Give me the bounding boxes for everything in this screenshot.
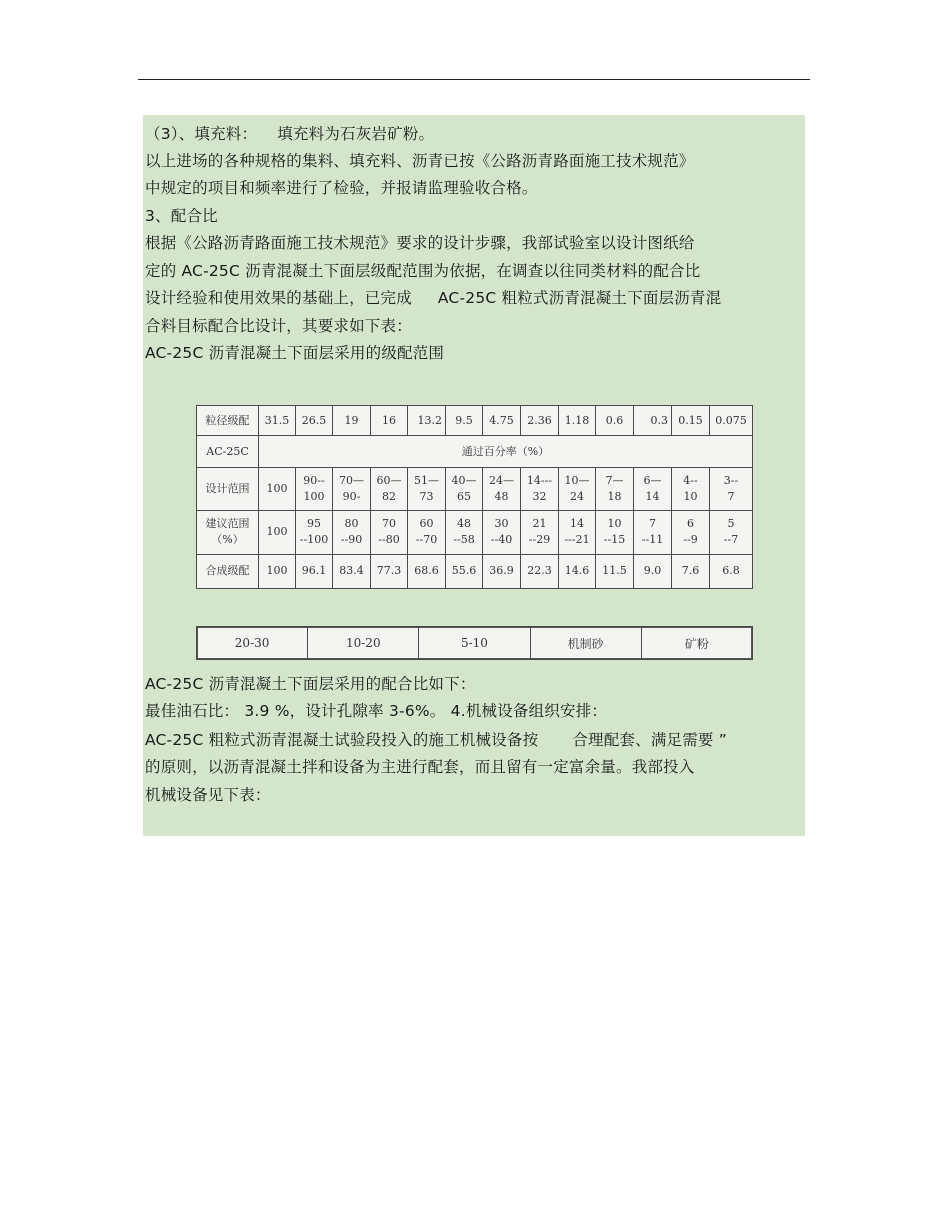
design-cell: 70— 90- — [333, 468, 371, 510]
design-cell: 100 — [259, 468, 296, 510]
design-range-label: 设计范围 — [197, 468, 259, 510]
filler-desc: 填充料为石灰岩矿粉。 — [277, 125, 435, 143]
sieve-cell: 9.5 — [446, 406, 483, 436]
design-cell: 4-- 10 — [672, 468, 710, 510]
synth-cell: 36.9 — [483, 554, 521, 588]
design-cell: 40— 65 — [446, 468, 483, 510]
design-cell: 3-- 7 — [710, 468, 753, 510]
suggested-range-row — [197, 510, 753, 554]
synth-cell: 55.6 — [446, 554, 483, 588]
synth-cell: 11.5 — [596, 554, 634, 588]
design-cell: 51— 73 — [408, 468, 446, 510]
design-range-row — [197, 468, 753, 510]
suggest-cell: 95 --100 — [296, 510, 333, 554]
text-line-7a: 设计经验和使用效果的基础上，已完成 — [145, 289, 412, 307]
text-line-7b: AC-25C 粗粒式沥青混凝土下面层沥青混 — [437, 289, 722, 307]
material-cell: 20-30 — [197, 627, 308, 660]
text-line-6: 定的 AC-25C 沥青混凝土下面层级配范围为依据，在调查以往同类材料的配合比 — [145, 262, 701, 280]
sieve-cell: 0.15 — [672, 406, 710, 436]
text-line-10: AC-25C 沥青混凝土下面层采用的配合比如下： — [145, 675, 476, 693]
sieve-cell: 4.75 — [483, 406, 521, 436]
suggest-cell: 70 --80 — [371, 510, 408, 554]
design-cell: 6— 14 — [634, 468, 672, 510]
text-line-8: 合料目标配合比设计，其要求如下表： — [145, 317, 412, 335]
design-cell: 10— 24 — [559, 468, 596, 510]
sieve-cell: 16 — [371, 406, 408, 436]
sieve-cell: 31.5 — [259, 406, 296, 436]
synth-cell: 7.6 — [672, 554, 710, 588]
text-line-2: 以上进场的各种规格的集料、填充料、沥青已按《公路沥青路面施工技术规范》 — [145, 152, 695, 170]
type-label: AC-25C — [197, 436, 259, 468]
synth-cell: 77.3 — [371, 554, 408, 588]
suggest-cell: 48 --58 — [446, 510, 483, 554]
synth-cell: 83.4 — [333, 554, 371, 588]
text-line-7 — [145, 288, 721, 308]
suggest-cell: 7 --11 — [634, 510, 672, 554]
type-row — [197, 436, 753, 468]
material-cell: 机制砂 — [530, 627, 641, 660]
gradation-table — [196, 405, 753, 589]
sieve-cell: 19 — [333, 406, 371, 436]
suggest-cell: 5 --7 — [710, 510, 753, 554]
design-cell: 7— 18 — [596, 468, 634, 510]
suggest-cell: 30 --40 — [483, 510, 521, 554]
synth-cell: 100 — [259, 554, 296, 588]
synth-label: 合成级配 — [197, 554, 259, 588]
sieve-cell: 0.6 — [596, 406, 634, 436]
synthesized-gradation-row — [197, 554, 753, 588]
design-cell: 14--- 32 — [521, 468, 559, 510]
design-cell: 24— 48 — [483, 468, 521, 510]
table-caption-gradation: AC-25C 沥青混凝土下面层采用的级配范围 — [145, 344, 445, 362]
text-line-14: 机械设备见下表： — [145, 786, 271, 804]
suggest-cell: 21 --29 — [521, 510, 559, 554]
material-cell: 5-10 — [419, 627, 530, 660]
section-heading-mix: 3、配合比 — [145, 207, 218, 225]
sieve-cell: 2.36 — [521, 406, 559, 436]
passing-percent-label: 通过百分率（%） — [259, 436, 753, 468]
text-line-13: 的原则，以沥青混凝土拌和设备为主进行配套，而且留有一定富余量。我部投入 — [145, 758, 695, 776]
suggest-cell: 60 --70 — [408, 510, 446, 554]
synth-cell: 96.1 — [296, 554, 333, 588]
suggest-cell: 14 ---21 — [559, 510, 596, 554]
sieve-label: 粒径级配 — [197, 406, 259, 436]
sieve-cell: 1.18 — [559, 406, 596, 436]
suggest-cell: 10 --15 — [596, 510, 634, 554]
materials-row — [197, 627, 753, 660]
text-line-5: 根据《公路沥青路面施工技术规范》要求的设计步骤，我部试验室以设计图纸给 — [145, 234, 695, 252]
synth-cell: 14.6 — [559, 554, 596, 588]
material-cell: 矿粉 — [641, 627, 752, 660]
text-line-3: 中规定的项目和频率进行了检验，并报请监理验收合格。 — [145, 179, 538, 197]
material-cell: 10-20 — [308, 627, 419, 660]
filler-heading: （3）、填充料： — [145, 125, 258, 143]
text-line-12b: 合理配套、满足需要 ” — [572, 731, 727, 749]
text-line-11: 最佳油石比： 3.9 %，设计孔隙率 3-6%。 4.机械设备组织安排： — [145, 702, 608, 720]
design-cell: 90-- 100 — [296, 468, 333, 510]
sieve-row — [197, 406, 753, 436]
suggest-cell: 80 --90 — [333, 510, 371, 554]
synth-cell: 9.0 — [634, 554, 672, 588]
materials-table — [196, 626, 753, 660]
suggested-range-label: 建议范围 （%） — [197, 510, 259, 554]
sieve-cell: 26.5 — [296, 406, 333, 436]
synth-cell: 68.6 — [408, 554, 446, 588]
synth-cell: 6.8 — [710, 554, 753, 588]
design-cell: 60— 82 — [371, 468, 408, 510]
synth-cell: 22.3 — [521, 554, 559, 588]
sieve-cell: 13.2 — [408, 406, 446, 436]
text-line-1 — [145, 124, 434, 144]
sieve-cell: 0.075 — [710, 406, 753, 436]
sieve-cell: 0.3 — [634, 406, 672, 436]
suggest-cell: 100 — [259, 510, 296, 554]
text-line-12 — [145, 730, 727, 750]
header-rule — [138, 79, 810, 80]
text-line-12a: AC-25C 粗粒式沥青混凝土试验段投入的施工机械设备按 — [145, 731, 539, 749]
suggest-cell: 6 --9 — [672, 510, 710, 554]
